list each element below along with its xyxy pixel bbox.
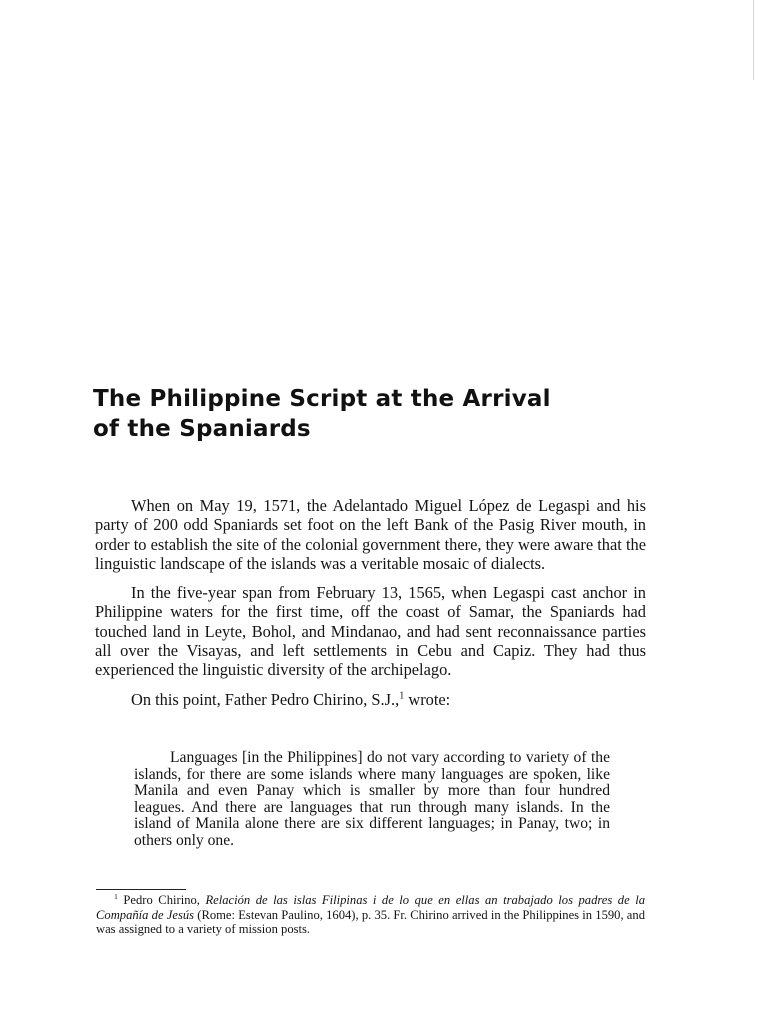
footnote-work-title: Relación de las islas Filipinas i de lo que en ellas an trabajado los padres de la Compañía de Jesús: [96, 893, 645, 922]
footnote: [96, 893, 645, 937]
paragraph-2: In the five-year span from February 13, 1565, when Legaspi cast anchor in Philippine waters for the first time, off the coast of Samar, the Spaniards had touched land in Leyte, Bohol, and Mindanao, and had sent reconnaissance parties all over the Visayas, and left settlements in Cebu and Capiz. They had thus experienced the linguistic diversity of the archipelago.: [95, 583, 646, 680]
article-body: [95, 496, 646, 719]
paragraph-3: [95, 690, 646, 709]
article-title: [93, 384, 693, 444]
paragraph-3-text: On this point, Father Pedro Chirino, S.J.,: [131, 689, 400, 709]
title-line-1: The Philippine Script at the Arrival: [93, 386, 551, 412]
block-quote: Languages [in the Philippines] do not vary according to variety of the islands, for there are some islands where many languages are spoken, like Manila and even Panay which is smaller by more than four hundred leagues. And there are languages that run through many islands. In the island of Manila alone there are six different languages; in Panay, two; in others only one.: [134, 749, 610, 849]
scan-edge-mark: [753, 0, 758, 80]
footnote-author: Pedro Chirino,: [117, 893, 206, 907]
footnote-rule: [96, 889, 186, 890]
footnote-marker: 1: [114, 891, 118, 901]
footnote-reference: 1: [399, 690, 405, 702]
title-line-2: of the Spaniards: [93, 416, 311, 442]
footnote-details: (Rome: Estevan Paulino, 1604), p. 35. Fr. Chirino arrived in the Philippines in 1590, and was assigned to a variety of mission posts.: [96, 907, 645, 937]
paragraph-1: When on May 19, 1571, the Adelantado Miguel López de Legaspi and his party of 200 odd Spaniards set foot on the left Bank of the Pasig River mouth, in order to establish the site of the colonial government there, they were aware that the linguistic landscape of the islands was a veritable mosaic of dialects.: [95, 496, 646, 573]
paragraph-3-text-end: wrote:: [404, 689, 451, 709]
